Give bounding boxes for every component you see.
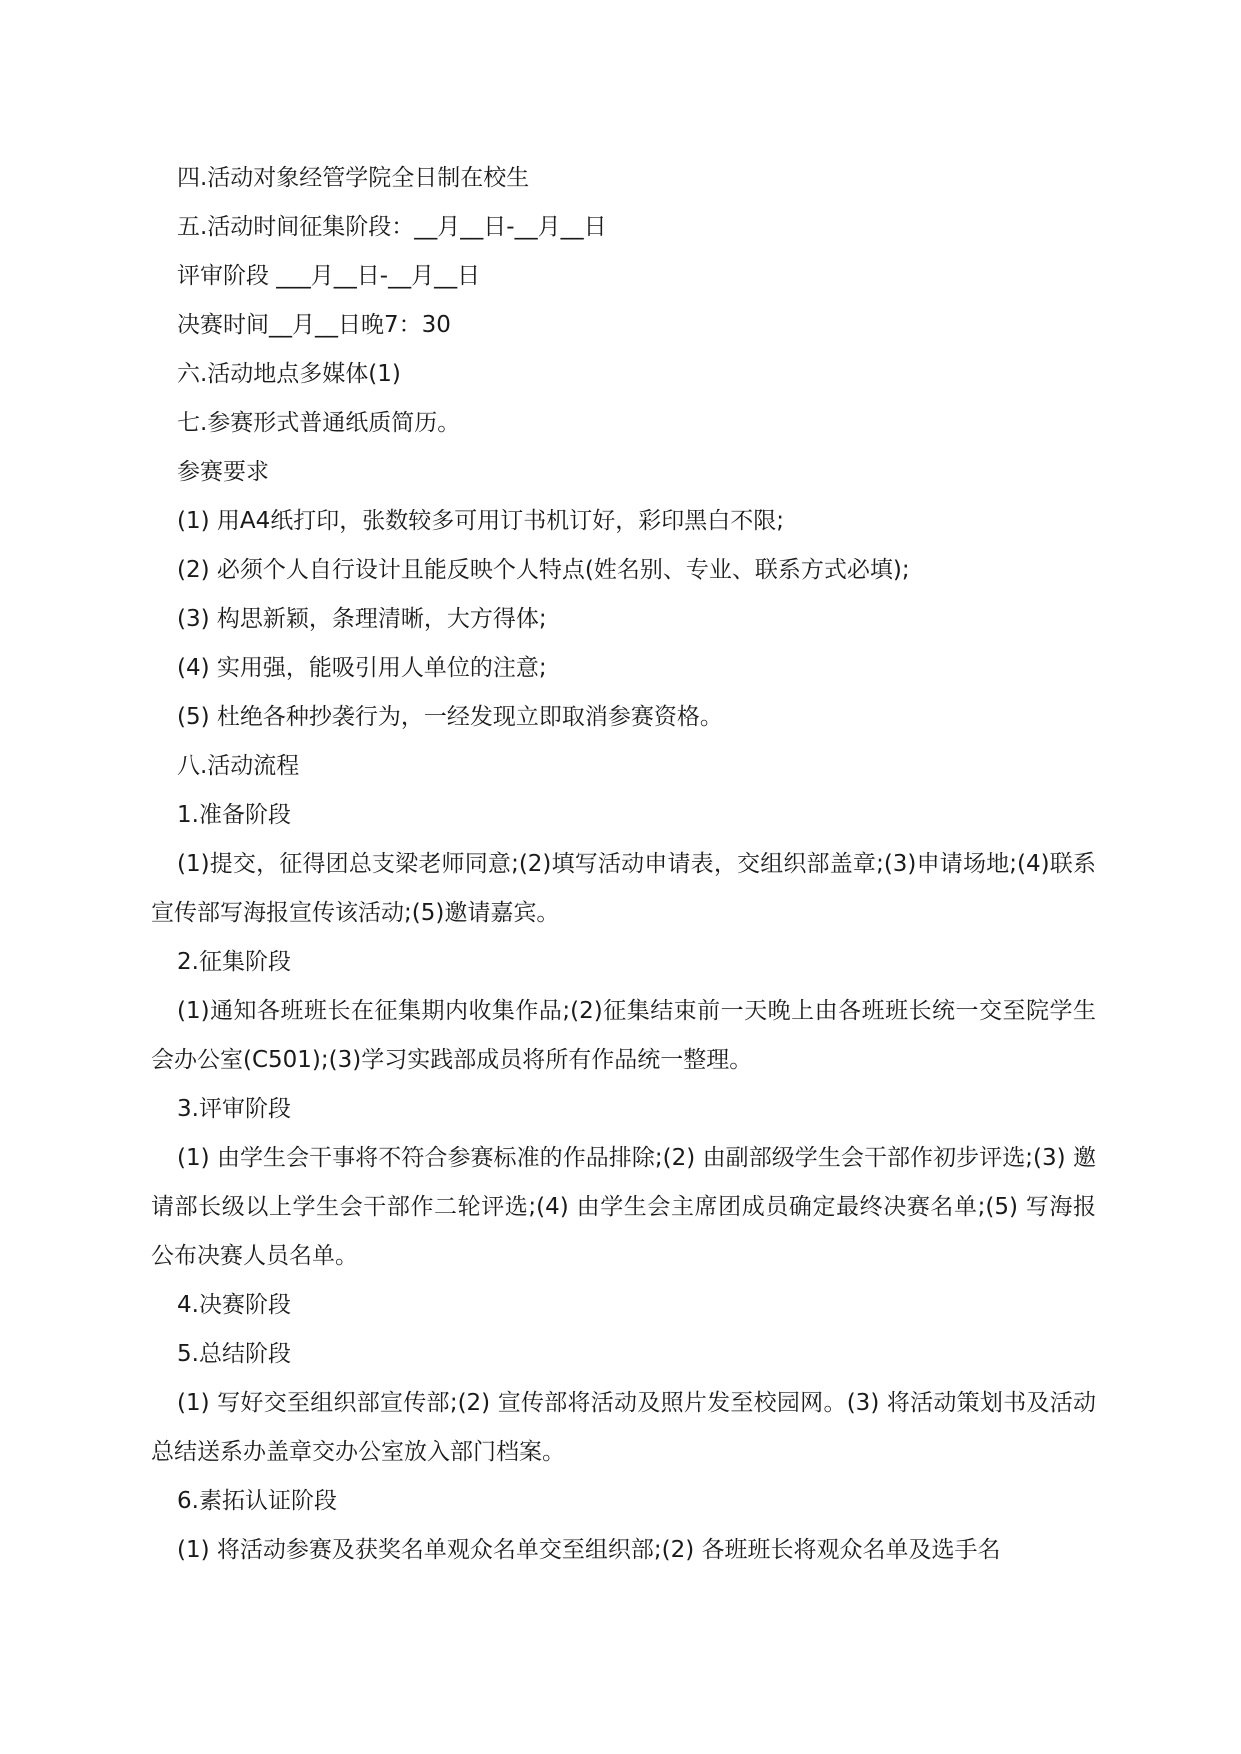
requirement-2: (2) 必须个人自行设计且能反映个人特点(姓名别、专业、联系方式必填); xyxy=(177,557,910,583)
stage-6-body: (1) 将活动参赛及获奖名单观众名单交至组织部;(2) 各班班长将观众名单及选手名 xyxy=(177,1537,1001,1563)
stage-3-heading: 3.评审阶段 xyxy=(177,1096,291,1122)
requirement-4: (4) 实用强，能吸引用人单位的注意; xyxy=(177,655,547,681)
stage-6-heading: 6.素拓认证阶段 xyxy=(177,1488,337,1514)
document-body xyxy=(151,154,1096,1575)
requirements-heading: 参赛要求 xyxy=(177,459,269,485)
stage-2-body: (1)通知各班班长在征集期内收集作品;(2)征集结束前一天晚上由各班班长统一交至院学生会办公室(C501);(3)学习实践部成员将所有作品统一整理。 xyxy=(151,998,1096,1073)
stage-1-body: (1)提交，征得团总支梁老师同意;(2)填写活动申请表，交组织部盖章;(3)申请场地;(4)联系宣传部写海报宣传该活动;(5)邀请嘉宾。 xyxy=(151,851,1096,926)
stage-5-body: (1) 写好交至组织部宣传部;(2) 宣传部将活动及照片发至校园网。(3) 将活动策划书及活动总结送系办盖章交办公室放入部门档案。 xyxy=(151,1390,1096,1465)
requirement-5: (5) 杜绝各种抄袭行为，一经发现立即取消参赛资格。 xyxy=(177,704,723,730)
section-7-format: 七.参赛形式普通纸质简历。 xyxy=(177,410,461,436)
section-8-process: 八.活动流程 xyxy=(177,753,300,779)
stage-3-body: (1) 由学生会干事将不符合参赛标准的作品排除;(2) 由副部级学生会干部作初步评选;(3) 邀请部长级以上学生会干部作二轮评选;(4) 由学生会主席团成员确定最终决赛名单;(5) 写海报公布决赛人员名单。 xyxy=(151,1145,1096,1269)
stage-1-heading: 1.准备阶段 xyxy=(177,802,291,828)
stage-5-heading: 5.总结阶段 xyxy=(177,1341,291,1367)
section-6-location: 六.活动地点多媒体(1) xyxy=(177,361,401,387)
stage-4-heading: 4.决赛阶段 xyxy=(177,1292,291,1318)
section-4-target: 四.活动对象经管学院全日制在校生 xyxy=(177,165,530,191)
requirement-1: (1) 用A4纸打印，张数较多可用订书机订好，彩印黑白不限; xyxy=(177,508,785,534)
section-5-time-collection: 五.活动时间征集阶段：__月__日-__月__日 xyxy=(177,214,607,240)
review-stage-time: 评审阶段 ___月__日-__月__日 xyxy=(177,263,481,289)
final-time: 决赛时间__月__日晚7：30 xyxy=(177,312,451,338)
requirement-3: (3) 构思新颖，条理清晰，大方得体; xyxy=(177,606,547,632)
stage-2-heading: 2.征集阶段 xyxy=(177,949,291,975)
